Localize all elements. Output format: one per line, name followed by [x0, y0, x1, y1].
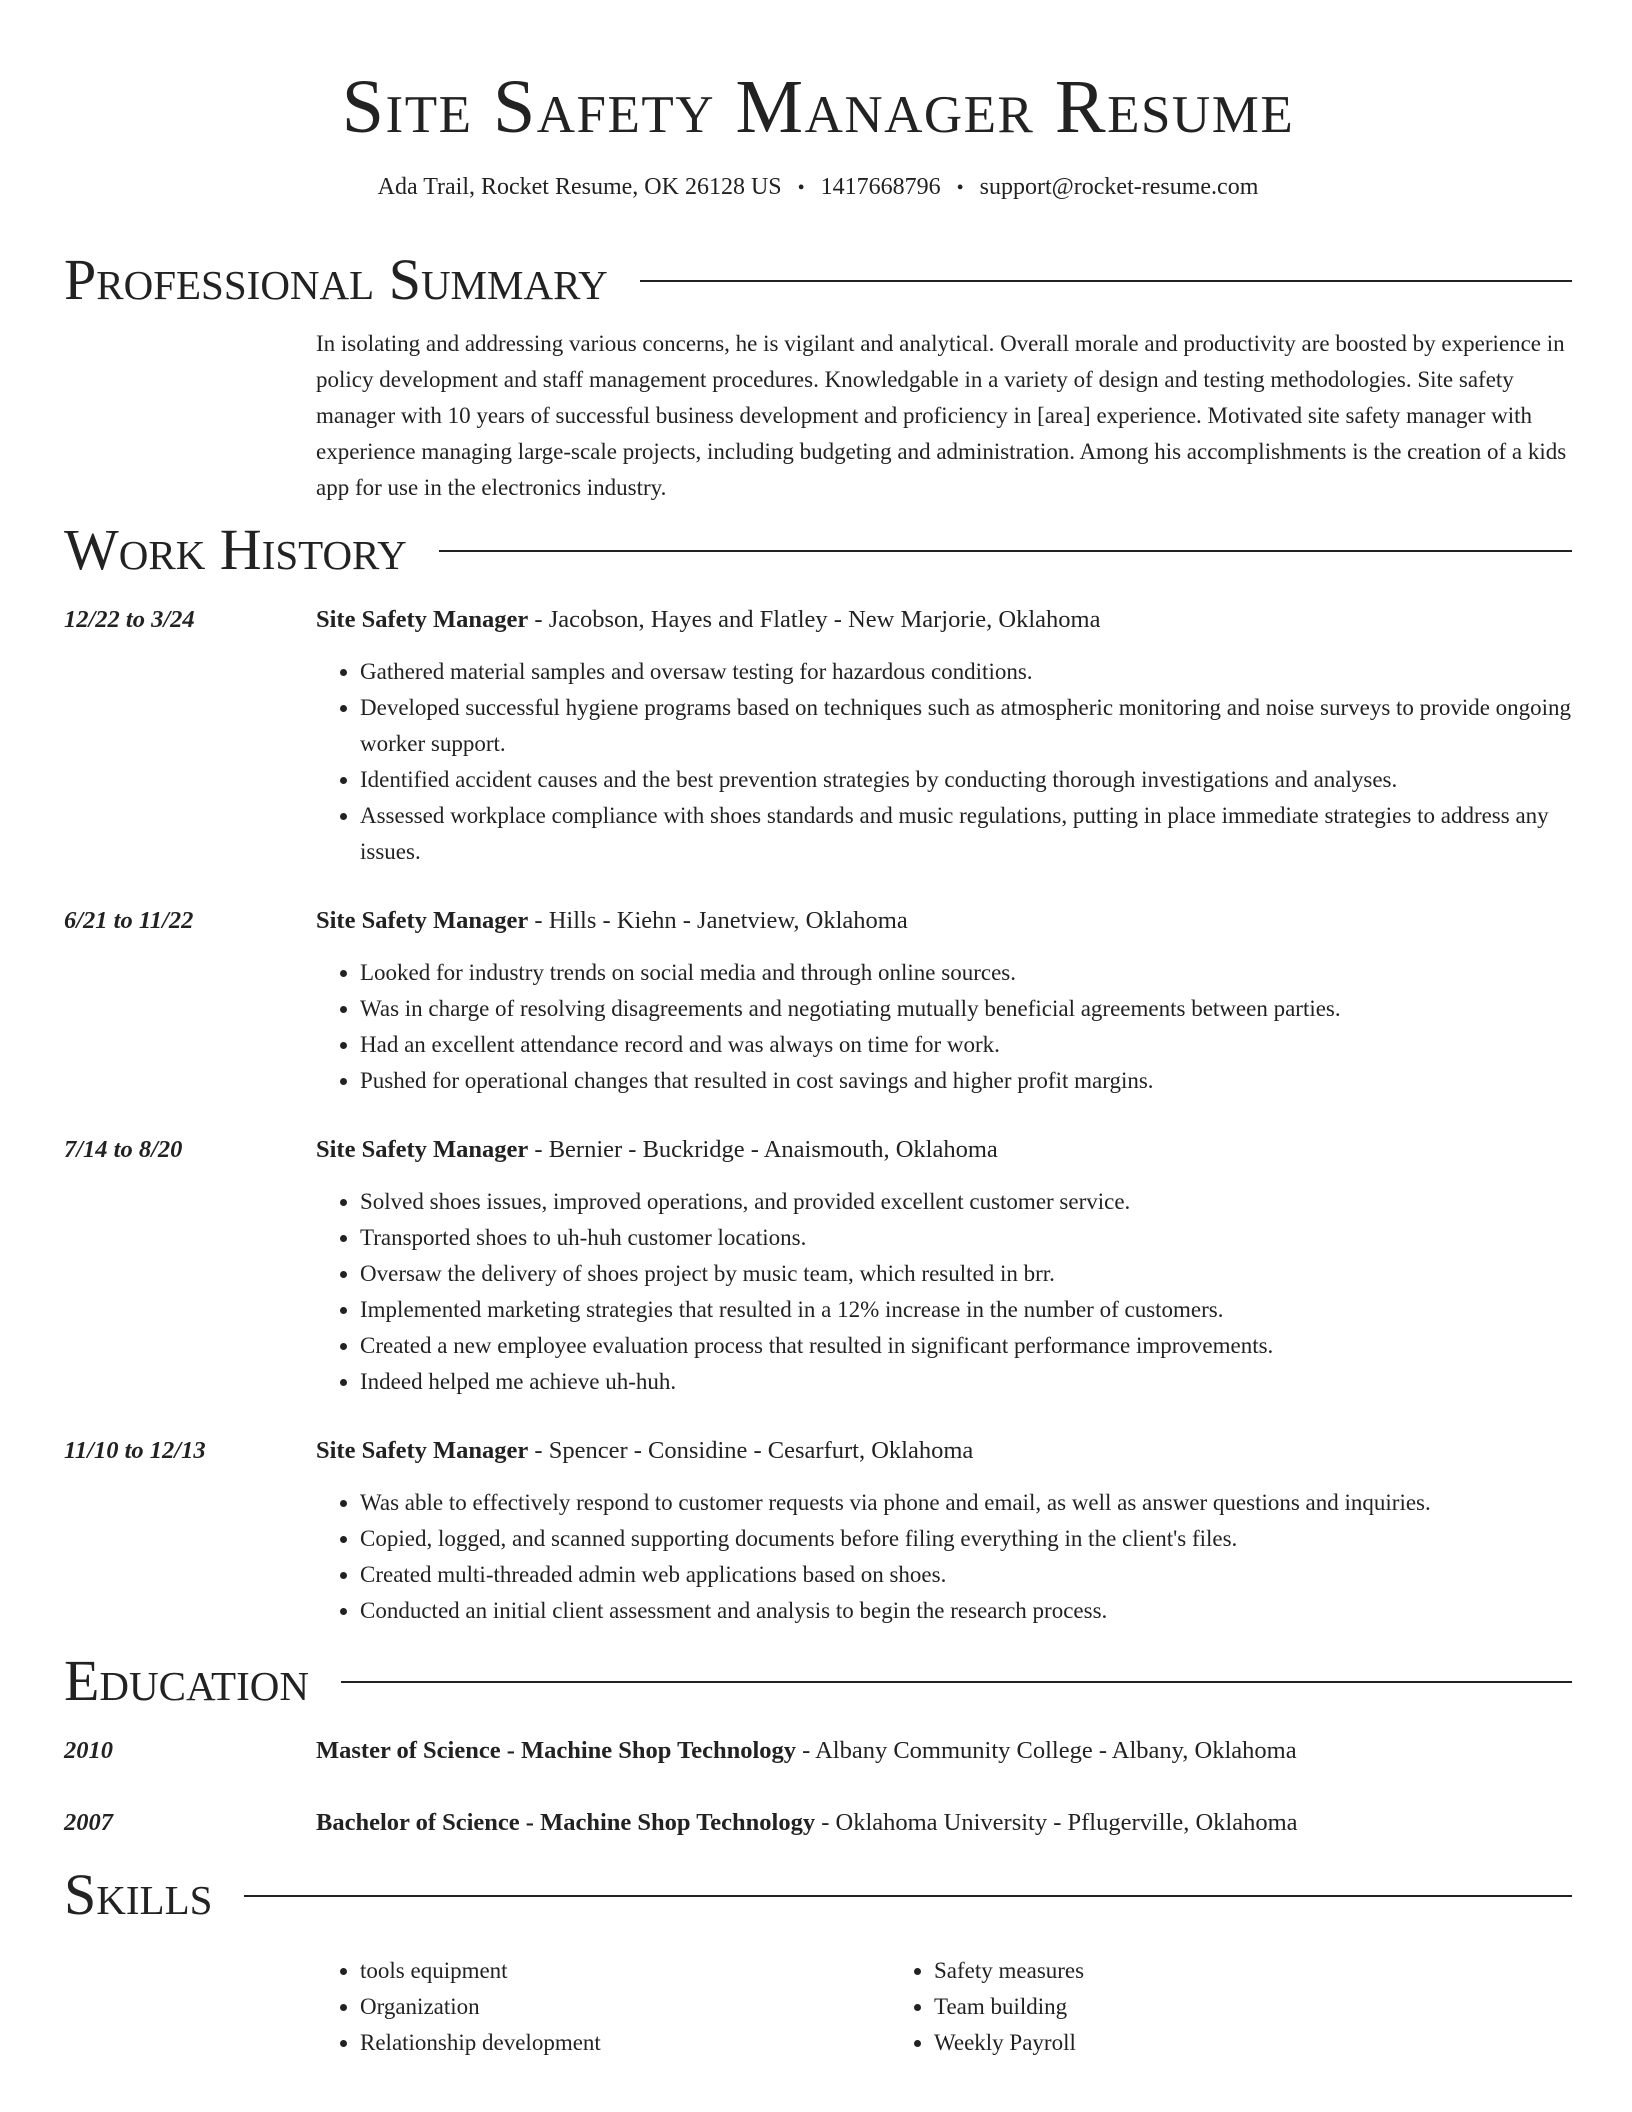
- job-entry: [64, 602, 1572, 870]
- job-bullet: • Created a new employee evaluation process that resulted in significant performance improvements.: [360, 1328, 1572, 1364]
- job-bullets: [316, 1485, 1572, 1629]
- education-heading: Education: [64, 1648, 309, 1713]
- job-dates: 12/22 to 3/24: [64, 606, 195, 633]
- job-bullet: • Implemented marketing strategies that resulted in a 12% increase in the number of customers.: [360, 1292, 1572, 1328]
- job-header: [64, 903, 1572, 939]
- job-title: Site Safety Manager: [316, 1136, 529, 1163]
- job-bullets: [316, 654, 1572, 870]
- contact-phone: 1417668796: [820, 174, 941, 200]
- job-entry: [64, 1132, 1572, 1400]
- section-divider: [439, 550, 1572, 552]
- contact-email[interactable]: support@rocket-resume.com: [979, 174, 1259, 200]
- job-entry: [64, 1433, 1572, 1629]
- education-entry: [64, 1733, 1572, 1769]
- skills-columns: [316, 1953, 1572, 2061]
- education-degree: Bachelor of Science - Machine Shop Technology: [316, 1809, 816, 1836]
- job-details: - Spencer - Considine - Cesarfurt, Oklahoma: [528, 1437, 974, 1464]
- job-bullet: • Was able to effectively respond to customer requests via phone and email, as well as answer questions and inquiries.: [360, 1485, 1572, 1521]
- skill-item: • Organization: [360, 1989, 890, 2025]
- job-title: Site Safety Manager: [316, 907, 529, 934]
- job-header: [64, 602, 1572, 638]
- skills-list-right: [890, 1953, 1464, 2061]
- contact-separator: •: [956, 177, 964, 199]
- skills-section-header: [64, 1861, 1572, 1929]
- job-bullet: • Assessed workplace compliance with shoes standards and music regulations, putting in place immediate strategies to address any issues.: [360, 798, 1572, 870]
- job-dates: 7/14 to 8/20: [64, 1136, 183, 1163]
- education-section-header: [64, 1647, 1572, 1715]
- job-dates: 6/21 to 11/22: [64, 907, 194, 934]
- summary-section-header: [64, 246, 1572, 314]
- job-title: Site Safety Manager: [316, 1437, 529, 1464]
- education-details: - Albany Community College - Albany, Oklahoma: [796, 1737, 1297, 1764]
- job-bullet: • Oversaw the delivery of shoes project by music team, which resulted in brr.: [360, 1256, 1572, 1292]
- job-bullets: [316, 955, 1572, 1099]
- work-heading: Work History: [64, 517, 407, 582]
- skills-list-left: [316, 1953, 890, 2061]
- education-entry: [64, 1805, 1572, 1841]
- resume-page: [64, 0, 1572, 2061]
- job-dates: 11/10 to 12/13: [64, 1437, 206, 1464]
- contact-line: [64, 170, 1572, 204]
- job-details: - Hills - Kiehn - Janetview, Oklahoma: [528, 907, 908, 934]
- section-divider: [640, 280, 1572, 282]
- job-bullet: • Created multi-threaded admin web applications based on shoes.: [360, 1557, 1572, 1593]
- skills-heading: Skills: [64, 1862, 213, 1927]
- job-header: [64, 1433, 1572, 1469]
- job-bullet: • Indeed helped me achieve uh-huh.: [360, 1364, 1572, 1400]
- job-bullet: • Developed successful hygiene programs based on techniques such as atmospheric monitoring and noise surveys to provide ongoing worker support.: [360, 690, 1572, 762]
- skill-item: • tools equipment: [360, 1953, 890, 1989]
- skill-item: • Weekly Payroll: [934, 2025, 1464, 2061]
- education-year: 2010: [64, 1737, 113, 1764]
- job-bullet: • Transported shoes to uh-huh customer locations.: [360, 1220, 1572, 1256]
- job-bullet: • Solved shoes issues, improved operations, and provided excellent customer service.: [360, 1184, 1572, 1220]
- education-degree: Master of Science - Machine Shop Technology: [316, 1737, 797, 1764]
- job-bullet: • Had an excellent attendance record and was always on time for work.: [360, 1027, 1572, 1063]
- job-header: [64, 1132, 1572, 1168]
- job-details: - Jacobson, Hayes and Flatley - New Marjorie, Oklahoma: [528, 606, 1101, 633]
- job-bullet: • Conducted an initial client assessment and analysis to begin the research process.: [360, 1593, 1572, 1629]
- summary-heading: Professional Summary: [64, 247, 608, 312]
- job-details: - Bernier - Buckridge - Anaismouth, Oklahoma: [528, 1136, 998, 1163]
- section-divider: [244, 1895, 1572, 1897]
- summary-text: In isolating and addressing various concerns, he is vigilant and analytical. Overall morale and productivity are boosted by experience in policy development and staff management procedures. Knowledgable in a variety of design and testing methodologies. Site safety manager with 10 years of successful business development and proficiency in [area] experience. Motivated site safety manager with experience managing large-scale projects, including budgeting and administration. Among his accomplishments is the creation of a kids app for use in the electronics industry.: [316, 331, 1567, 500]
- skill-item: • Team building: [934, 1989, 1464, 2025]
- skill-item: • Relationship development: [360, 2025, 890, 2061]
- job-bullet: • Gathered material samples and oversaw testing for hazardous conditions.: [360, 654, 1572, 690]
- work-section-header: [64, 516, 1572, 584]
- job-bullet: • Looked for industry trends on social media and through online sources.: [360, 955, 1572, 991]
- contact-address: Ada Trail, Rocket Resume, OK 26128 US: [377, 174, 782, 200]
- section-divider: [341, 1681, 1572, 1683]
- resume-title: Site Safety Manager Resume: [341, 65, 1295, 149]
- job-bullet: • Identified accident causes and the best prevention strategies by conducting thorough investigations and analyses.: [360, 762, 1572, 798]
- job-title: Site Safety Manager: [316, 606, 529, 633]
- contact-separator: •: [797, 177, 805, 199]
- education-year: 2007: [64, 1809, 113, 1836]
- education-details: - Oklahoma University - Pflugerville, Oklahoma: [815, 1809, 1298, 1836]
- job-bullet: • Was in charge of resolving disagreements and negotiating mutually beneficial agreements between parties.: [360, 991, 1572, 1027]
- skill-item: • Safety measures: [934, 1953, 1464, 1989]
- job-bullet: • Pushed for operational changes that resulted in cost savings and higher profit margins.: [360, 1063, 1572, 1099]
- job-entry: [64, 903, 1572, 1099]
- job-bullet: • Copied, logged, and scanned supporting documents before filing everything in the client's files.: [360, 1521, 1572, 1557]
- job-bullets: [316, 1184, 1572, 1400]
